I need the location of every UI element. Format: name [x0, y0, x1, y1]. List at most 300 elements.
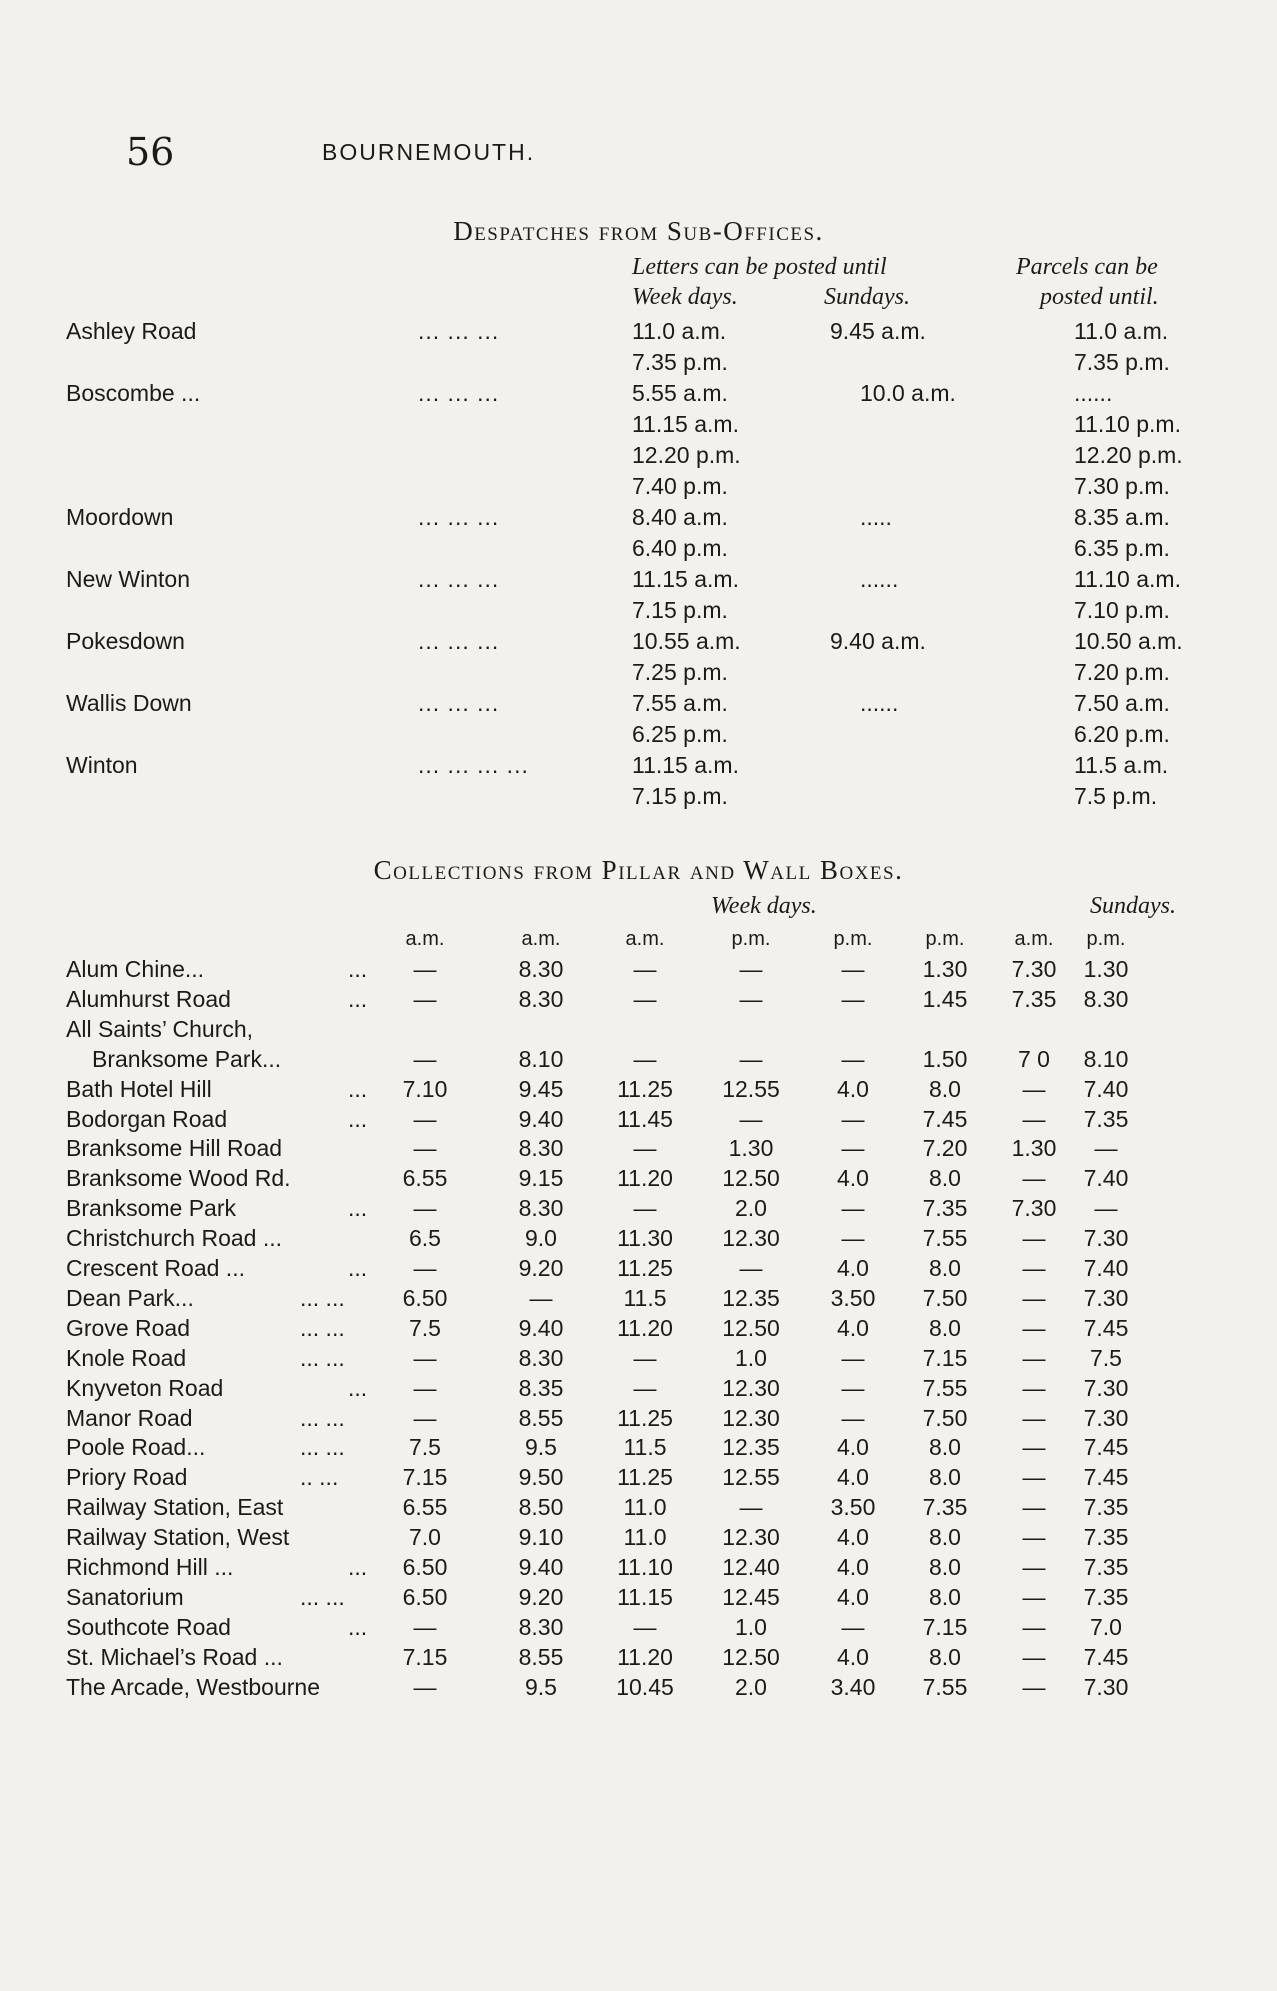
collection-time: 9.20: [518, 1584, 564, 1610]
leader-dots: ...: [348, 1375, 368, 1401]
collection-time: 7.30: [1083, 1285, 1129, 1311]
weekday-time: 7.15 p.m.: [632, 597, 728, 623]
office-name: New Winton: [66, 566, 190, 592]
parcel-time: 7.50 a.m.: [1074, 690, 1170, 716]
leader-dots: ... ...: [300, 1315, 345, 1341]
sundays-header: Sundays.: [824, 284, 910, 310]
box-location: Priory Road: [66, 1464, 188, 1490]
collection-time: 8.35: [518, 1375, 564, 1401]
collection-time: 7.35: [1083, 1494, 1129, 1520]
collection-time: —: [841, 1225, 865, 1251]
collection-time: 8.0: [929, 1315, 961, 1341]
collection-time: 11.0: [623, 1494, 667, 1520]
weekday-time: 5.55 a.m.: [632, 380, 728, 406]
collection-time: —: [1022, 1434, 1046, 1460]
leader-dots: ... ... ...: [418, 380, 500, 406]
unit-label: a.m.: [625, 928, 665, 950]
collection-time: —: [1094, 1195, 1118, 1221]
collection-time: 7.40: [1083, 1165, 1129, 1191]
parcel-time: 8.35 a.m.: [1074, 504, 1170, 530]
office-name: Pokesdown: [66, 628, 185, 654]
collection-time: 9.40: [518, 1315, 564, 1341]
collection-time: —: [1094, 1135, 1118, 1161]
letters-header: Letters can be posted until: [632, 254, 887, 280]
collections-sundays-header: Sundays.: [1090, 893, 1176, 919]
weekday-time: 11.15 a.m.: [632, 752, 739, 778]
box-location: The Arcade, Westbourne: [66, 1674, 320, 1700]
sunday-time: ......: [860, 690, 899, 716]
collection-time: 6.55: [402, 1165, 448, 1191]
collection-time: 7.15: [402, 1464, 448, 1490]
collection-time: —: [413, 1195, 437, 1221]
collection-time: —: [633, 1135, 657, 1161]
weekday-time: 7.15 p.m.: [632, 783, 728, 809]
parcel-time: 7.30 p.m.: [1074, 473, 1170, 499]
weekday-time: 12.20 p.m.: [632, 442, 741, 468]
leader-dots: ... ... ...: [418, 690, 500, 716]
weekdays-header: Week days.: [632, 284, 738, 310]
weekday-time: 6.25 p.m.: [632, 721, 728, 747]
collection-time: 7.0: [1090, 1614, 1122, 1640]
collection-time: —: [841, 956, 865, 982]
collection-time: 8.30: [518, 1195, 564, 1221]
unit-label: p.m.: [925, 928, 965, 950]
box-location: Alum Chine...: [66, 956, 205, 982]
collection-time: 7.35: [1083, 1524, 1129, 1550]
collection-time: 7.45: [1083, 1464, 1129, 1490]
collection-time: 12.55: [722, 1464, 780, 1490]
collection-time: 12.30: [722, 1524, 780, 1550]
collection-time: —: [841, 1405, 865, 1431]
parcel-time: 7.5 p.m.: [1074, 783, 1158, 809]
collection-time: 8.0: [929, 1165, 961, 1191]
collection-time: —: [1022, 1375, 1046, 1401]
office-name: Ashley Road: [66, 318, 197, 344]
collection-time: 8.0: [929, 1255, 961, 1281]
collection-time: 1.0: [735, 1614, 767, 1640]
collection-time: 4.0: [837, 1315, 869, 1341]
despatch-row: [0, 783, 1277, 819]
office-name: Winton: [66, 752, 138, 778]
box-location: Railway Station, East: [66, 1494, 284, 1520]
box-location: Bath Hotel Hill: [66, 1076, 212, 1102]
box-location: Branksome Wood Rd.: [66, 1165, 291, 1191]
collection-time: 9.50: [518, 1464, 564, 1490]
collection-time: 7.55: [922, 1674, 968, 1700]
collection-time: 12.50: [722, 1315, 780, 1341]
collection-time: 6.50: [402, 1285, 448, 1311]
collection-time: 12.50: [722, 1644, 780, 1670]
box-location: Christchurch Road ...: [66, 1225, 283, 1251]
collection-time: —: [739, 1106, 763, 1132]
collection-time: 8.55: [518, 1644, 564, 1670]
collection-time: —: [841, 986, 865, 1012]
collection-time: 11.15: [617, 1584, 673, 1610]
box-location: Grove Road: [66, 1315, 191, 1341]
parcel-time: 7.35 p.m.: [1074, 349, 1170, 375]
collection-time: 2.0: [735, 1674, 767, 1700]
unit-label: p.m.: [1086, 928, 1126, 950]
collection-time: —: [633, 1375, 657, 1401]
collection-time: —: [529, 1285, 553, 1311]
collection-time: —: [1022, 1494, 1046, 1520]
collection-time: —: [633, 1046, 657, 1072]
collection-time: 7.10: [402, 1076, 448, 1102]
leader-dots: ...: [348, 1614, 368, 1640]
collection-time: —: [633, 1195, 657, 1221]
collection-time: 7.55: [922, 1225, 968, 1251]
leader-dots: ... ... ...: [418, 318, 500, 344]
collection-time: —: [841, 1106, 865, 1132]
collection-time: —: [841, 1375, 865, 1401]
collection-time: 1.30: [1011, 1135, 1057, 1161]
collection-time: 11.25: [617, 1464, 673, 1490]
sunday-time: 10.0 a.m.: [860, 380, 956, 406]
collection-time: 7.35: [1011, 986, 1057, 1012]
collection-time: —: [841, 1345, 865, 1371]
collection-time: —: [633, 956, 657, 982]
collection-time: 8.30: [518, 1614, 564, 1640]
collection-time: 12.35: [722, 1285, 780, 1311]
collection-time: 7.50: [922, 1285, 968, 1311]
collection-time: 12.35: [722, 1434, 780, 1460]
collections-weekdays-header: Week days.: [711, 893, 817, 919]
collection-time: 11.0: [623, 1524, 667, 1550]
collection-time: —: [841, 1135, 865, 1161]
running-head: BOURNEMOUTH.: [322, 139, 536, 165]
weekday-time: 7.40 p.m.: [632, 473, 728, 499]
collection-time: 8.30: [518, 1345, 564, 1371]
weekday-time: 11.15 a.m.: [632, 411, 739, 437]
leader-dots: ...: [348, 1106, 368, 1132]
box-location: Richmond Hill ...: [66, 1554, 234, 1580]
collection-time: 7.5: [1090, 1345, 1122, 1371]
sunday-time: ......: [860, 566, 899, 592]
collection-time: 7.30: [1011, 1195, 1057, 1221]
collection-time: 4.0: [837, 1464, 869, 1490]
box-location: Branksome Park...: [92, 1046, 282, 1072]
collection-time: 4.0: [837, 1584, 869, 1610]
parcel-time: 11.10 p.m.: [1074, 411, 1181, 437]
leader-dots: ...: [348, 1255, 368, 1281]
parcels-header-2: posted until.: [1040, 284, 1159, 310]
collection-time: 10.45: [616, 1674, 674, 1700]
box-location: Knole Road: [66, 1345, 187, 1371]
collection-time: 7.35: [1083, 1584, 1129, 1610]
collection-time: 11.20: [617, 1315, 673, 1341]
collection-time: —: [841, 1614, 865, 1640]
collection-time: 9.10: [518, 1524, 564, 1550]
weekday-time: 8.40 a.m.: [632, 504, 728, 530]
collection-time: 7.40: [1083, 1255, 1129, 1281]
collection-time: 8.0: [929, 1584, 961, 1610]
collection-time: 4.0: [837, 1524, 869, 1550]
collection-time: 4.0: [837, 1554, 869, 1580]
parcel-time: ......: [1074, 380, 1113, 406]
collection-time: 9.20: [518, 1255, 564, 1281]
collection-time: 11.10: [617, 1554, 673, 1580]
leader-dots: ... ...: [300, 1405, 345, 1431]
collection-time: —: [1022, 1285, 1046, 1311]
unit-label: a.m.: [405, 928, 445, 950]
collection-time: —: [1022, 1524, 1046, 1550]
box-location: Knyveton Road: [66, 1375, 224, 1401]
collection-time: 4.0: [837, 1255, 869, 1281]
collection-time: 8.0: [929, 1434, 961, 1460]
leader-dots: ... ...: [300, 1285, 345, 1311]
collection-time: 7.30: [1011, 956, 1057, 982]
collection-time: 7.20: [922, 1135, 968, 1161]
collection-time: 1.30: [1083, 956, 1129, 982]
collection-time: —: [1022, 1076, 1046, 1102]
collection-time: —: [413, 1046, 437, 1072]
parcel-time: 11.0 a.m.: [1074, 318, 1169, 344]
collection-time: 8.30: [1083, 986, 1129, 1012]
collection-time: 1.30: [922, 956, 968, 982]
leader-dots: ... ...: [300, 1584, 345, 1610]
collection-time: 9.40: [518, 1106, 564, 1132]
collection-time: 7.0: [409, 1524, 441, 1550]
collection-row: [0, 1674, 1277, 1710]
collection-time: 7.35: [922, 1494, 968, 1520]
collection-time: —: [413, 1135, 437, 1161]
collection-time: 11.25: [617, 1255, 673, 1281]
collection-time: 8.10: [518, 1046, 564, 1072]
collection-time: 6.50: [402, 1554, 448, 1580]
collection-time: 8.0: [929, 1076, 961, 1102]
collection-time: 11.5: [623, 1434, 667, 1460]
collection-time: —: [1022, 1225, 1046, 1251]
collection-time: 8.30: [518, 1135, 564, 1161]
collection-time: 12.45: [722, 1584, 780, 1610]
unit-label: a.m.: [521, 928, 561, 950]
collection-time: 9.40: [518, 1554, 564, 1580]
collection-time: 3.50: [830, 1494, 876, 1520]
collection-time: 12.30: [722, 1225, 780, 1251]
leader-dots: ... ... ...: [418, 628, 500, 654]
weekday-time: 7.35 p.m.: [632, 349, 728, 375]
collection-time: 1.50: [922, 1046, 968, 1072]
box-location: Alumhurst Road: [66, 986, 231, 1012]
collection-time: 6.55: [402, 1494, 448, 1520]
box-location: Poole Road...: [66, 1434, 206, 1460]
collection-time: 8.0: [929, 1554, 961, 1580]
collection-time: 11.20: [617, 1644, 673, 1670]
collection-time: 8.0: [929, 1524, 961, 1550]
collection-time: 11.5: [623, 1285, 667, 1311]
office-name: Moordown: [66, 504, 174, 530]
despatches-title: Despatches from Sub-Offices.: [453, 216, 824, 246]
collection-time: —: [1022, 1554, 1046, 1580]
collection-time: —: [633, 986, 657, 1012]
leader-dots: ...: [348, 1195, 368, 1221]
collection-time: 12.55: [722, 1076, 780, 1102]
collection-time: 6.5: [409, 1225, 441, 1251]
collection-time: —: [1022, 1674, 1046, 1700]
collection-time: 7.45: [1083, 1644, 1129, 1670]
collection-time: —: [633, 1345, 657, 1371]
collection-time: 11.30: [617, 1225, 673, 1251]
collections-title: Collections from Pillar and Wall Boxes.: [373, 855, 904, 885]
parcel-time: 11.5 a.m.: [1074, 752, 1169, 778]
collection-time: 9.5: [525, 1674, 557, 1700]
collection-time: —: [1022, 1315, 1046, 1341]
collection-time: 8.55: [518, 1405, 564, 1431]
box-location: Sanatorium: [66, 1584, 184, 1610]
box-location: Bodorgan Road: [66, 1106, 228, 1132]
weekday-time: 6.40 p.m.: [632, 535, 728, 561]
parcel-time: 6.35 p.m.: [1074, 535, 1170, 561]
collection-time: 12.30: [722, 1405, 780, 1431]
parcel-time: 11.10 a.m.: [1074, 566, 1181, 592]
box-location: All Saints’ Church,: [66, 1016, 254, 1042]
collection-time: 7.35: [1083, 1554, 1129, 1580]
collection-time: 11.20: [617, 1165, 673, 1191]
collection-time: 8.0: [929, 1464, 961, 1490]
leader-dots: ...: [348, 1554, 368, 1580]
collection-time: 11.45: [617, 1106, 673, 1132]
collection-time: 7.15: [402, 1644, 448, 1670]
collection-time: 6.50: [402, 1584, 448, 1610]
collection-time: 7.30: [1083, 1674, 1129, 1700]
collection-time: —: [633, 1614, 657, 1640]
collection-time: —: [413, 1255, 437, 1281]
leader-dots: ... ... ... ...: [418, 752, 529, 778]
leader-dots: ...: [348, 986, 368, 1012]
collection-time: —: [841, 1195, 865, 1221]
parcel-time: 10.50 a.m.: [1074, 628, 1183, 654]
leader-dots: ... ... ...: [418, 566, 500, 592]
collection-time: —: [1022, 1106, 1046, 1132]
collection-time: 7.5: [409, 1434, 441, 1460]
collection-time: —: [841, 1046, 865, 1072]
collection-time: —: [1022, 1644, 1046, 1670]
collection-time: —: [1022, 1614, 1046, 1640]
collection-time: 12.50: [722, 1165, 780, 1191]
collection-time: 9.0: [525, 1225, 557, 1251]
collection-time: 8.30: [518, 956, 564, 982]
collection-time: 9.45: [518, 1076, 564, 1102]
collection-time: —: [1022, 1464, 1046, 1490]
collection-time: 4.0: [837, 1644, 869, 1670]
box-location: St. Michael’s Road ...: [66, 1644, 283, 1670]
collection-time: —: [1022, 1165, 1046, 1191]
collection-time: 11.25: [617, 1076, 673, 1102]
box-location: Branksome Park: [66, 1195, 237, 1221]
collection-time: —: [413, 1614, 437, 1640]
parcel-time: 7.10 p.m.: [1074, 597, 1170, 623]
collection-time: 8.0: [929, 1644, 961, 1670]
collection-time: 9.5: [525, 1434, 557, 1460]
collection-time: —: [413, 956, 437, 982]
collection-time: 1.30: [728, 1135, 774, 1161]
collection-time: —: [739, 1046, 763, 1072]
collection-time: —: [1022, 1345, 1046, 1371]
collection-time: —: [739, 986, 763, 1012]
collection-time: 7.15: [922, 1614, 968, 1640]
weekday-time: 7.25 p.m.: [632, 659, 728, 685]
collection-time: —: [739, 1494, 763, 1520]
collection-time: 9.15: [518, 1165, 564, 1191]
leader-dots: ...: [348, 1076, 368, 1102]
collection-time: —: [739, 1255, 763, 1281]
sunday-time: .....: [860, 504, 892, 530]
leader-dots: ... ...: [300, 1434, 345, 1460]
collection-time: 7.45: [1083, 1315, 1129, 1341]
collection-time: 7 0: [1018, 1046, 1050, 1072]
collection-time: —: [739, 956, 763, 982]
unit-label: p.m.: [833, 928, 873, 950]
box-location: Branksome Hill Road: [66, 1135, 283, 1161]
collection-time: 7.30: [1083, 1375, 1129, 1401]
collection-time: —: [1022, 1584, 1046, 1610]
collection-time: 8.30: [518, 986, 564, 1012]
collection-time: —: [413, 986, 437, 1012]
collection-time: 3.50: [830, 1285, 876, 1311]
collection-time: —: [413, 1375, 437, 1401]
parcel-time: 6.20 p.m.: [1074, 721, 1170, 747]
collection-time: 7.35: [1083, 1106, 1129, 1132]
collection-time: 2.0: [735, 1195, 767, 1221]
collection-time: 1.45: [922, 986, 968, 1012]
parcels-header: Parcels can be: [1016, 254, 1158, 280]
box-location: Southcote Road: [66, 1614, 231, 1640]
collection-time: —: [413, 1345, 437, 1371]
collection-time: 7.30: [1083, 1225, 1129, 1251]
weekday-time: 11.15 a.m.: [632, 566, 739, 592]
collection-time: 8.10: [1083, 1046, 1129, 1072]
collection-time: 11.25: [617, 1405, 673, 1431]
collection-time: —: [1022, 1405, 1046, 1431]
collection-time: 7.45: [922, 1106, 968, 1132]
leader-dots: ... ...: [300, 1345, 345, 1371]
leader-dots: ... ... ...: [418, 504, 500, 530]
collection-time: 7.30: [1083, 1405, 1129, 1431]
collection-time: 7.55: [922, 1375, 968, 1401]
collection-time: 7.35: [922, 1195, 968, 1221]
office-name: Boscombe ...: [66, 380, 201, 406]
collection-time: 7.45: [1083, 1434, 1129, 1460]
box-location: Crescent Road ...: [66, 1255, 245, 1281]
page-number: 56: [126, 130, 175, 174]
box-location: Railway Station, West: [66, 1524, 290, 1550]
box-location: Manor Road: [66, 1405, 193, 1431]
collection-time: 8.50: [518, 1494, 564, 1520]
sunday-time: 9.45 a.m.: [830, 318, 926, 344]
collection-time: —: [413, 1674, 437, 1700]
collection-time: 12.40: [722, 1554, 780, 1580]
collection-time: —: [413, 1106, 437, 1132]
collection-time: 4.0: [837, 1434, 869, 1460]
box-location: Dean Park...: [66, 1285, 194, 1311]
leader-dots: ...: [348, 956, 368, 982]
collection-time: 1.0: [735, 1345, 767, 1371]
parcel-time: 7.20 p.m.: [1074, 659, 1170, 685]
office-name: Wallis Down: [66, 690, 192, 716]
collection-time: —: [413, 1405, 437, 1431]
collection-time: 4.0: [837, 1165, 869, 1191]
collection-time: 7.5: [409, 1315, 441, 1341]
sunday-time: 9.40 a.m.: [830, 628, 926, 654]
collection-time: 7.50: [922, 1405, 968, 1431]
collection-time: 4.0: [837, 1076, 869, 1102]
collection-time: 3.40: [830, 1674, 876, 1700]
unit-label: a.m.: [1014, 928, 1054, 950]
weekday-time: 7.55 a.m.: [632, 690, 728, 716]
collection-time: 7.15: [922, 1345, 968, 1371]
unit-label: p.m.: [731, 928, 771, 950]
weekday-time: 11.0 a.m.: [632, 318, 727, 344]
